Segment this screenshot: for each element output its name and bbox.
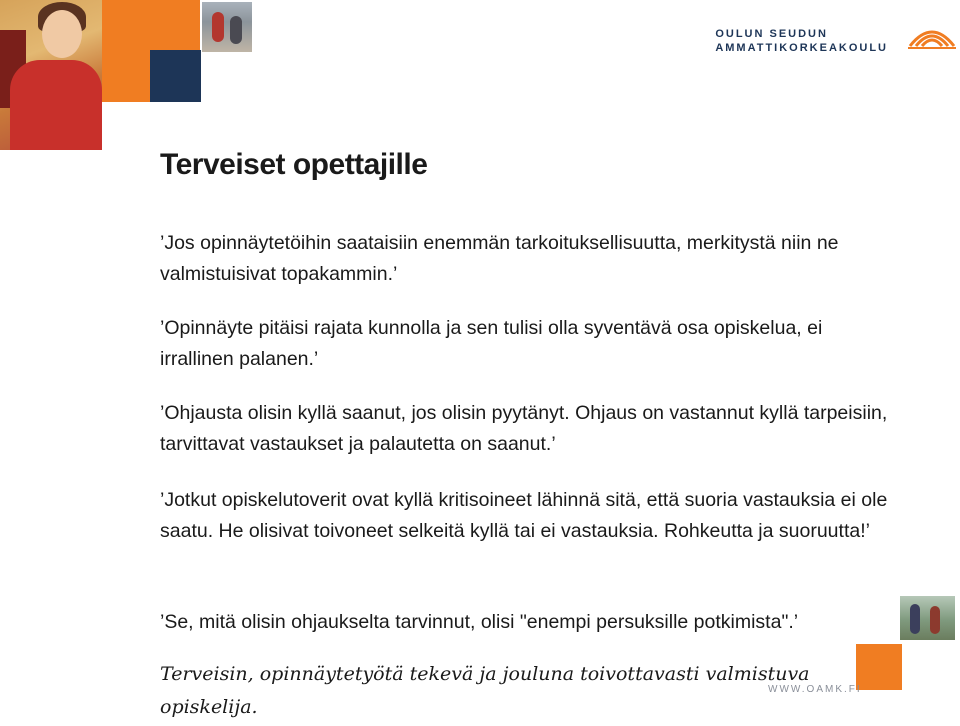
decorative-navy-square	[150, 50, 201, 102]
quote-4: ’Jotkut opiskelutoverit ovat kyllä kritisoineet lähinnä sitä, että suoria vastauksia ei ole saatu. He olisivat toivoneet selkeitä kyllä tai ei vastauksia. Rohkeutta ja suoruutta!’	[160, 489, 888, 542]
header-photo-small	[202, 2, 252, 52]
quote-5: ’Se, mitä olisin ohjaukselta tarvinnut, olisi "enempi persuksille potkimista".’	[160, 611, 799, 633]
quote-2: ’Opinnäyte pitäisi rajata kunnolla ja sen tulisi olla syventävä osa opiskelua, ei irrallinen palanen.’	[160, 317, 823, 370]
brand-name	[715, 27, 888, 55]
oamk-sunrise-logo-icon	[906, 20, 958, 52]
brand-line-1: OULUN SEUDUN	[715, 28, 828, 40]
header-photo-student	[0, 0, 102, 150]
footer-photo	[900, 596, 955, 640]
quote-3: ’Ohjausta olisin kyllä saanut, jos olisin pyytänyt. Ohjaus on vastannut kyllä tarpeisiin, tarvittavat vastaukset ja palautetta on saanut.’	[160, 402, 888, 455]
slide-title: Terveiset opettajille	[160, 148, 428, 181]
website-url: WWW.OAMK.FI	[768, 684, 862, 695]
quote-1: ’Jos opinnäytetöihin saataisiin enemmän tarkoituksellisuutta, merkitystä niin ne valmistuisivat topakammin.’	[160, 232, 839, 285]
brand-line-2: AMMATTIKORKEAKOULU	[715, 42, 888, 54]
signoff-text: Terveisin, opinnäytetyötä tekevä ja jouluna toivottavasti valmistuva opiskelija.	[160, 663, 810, 718]
